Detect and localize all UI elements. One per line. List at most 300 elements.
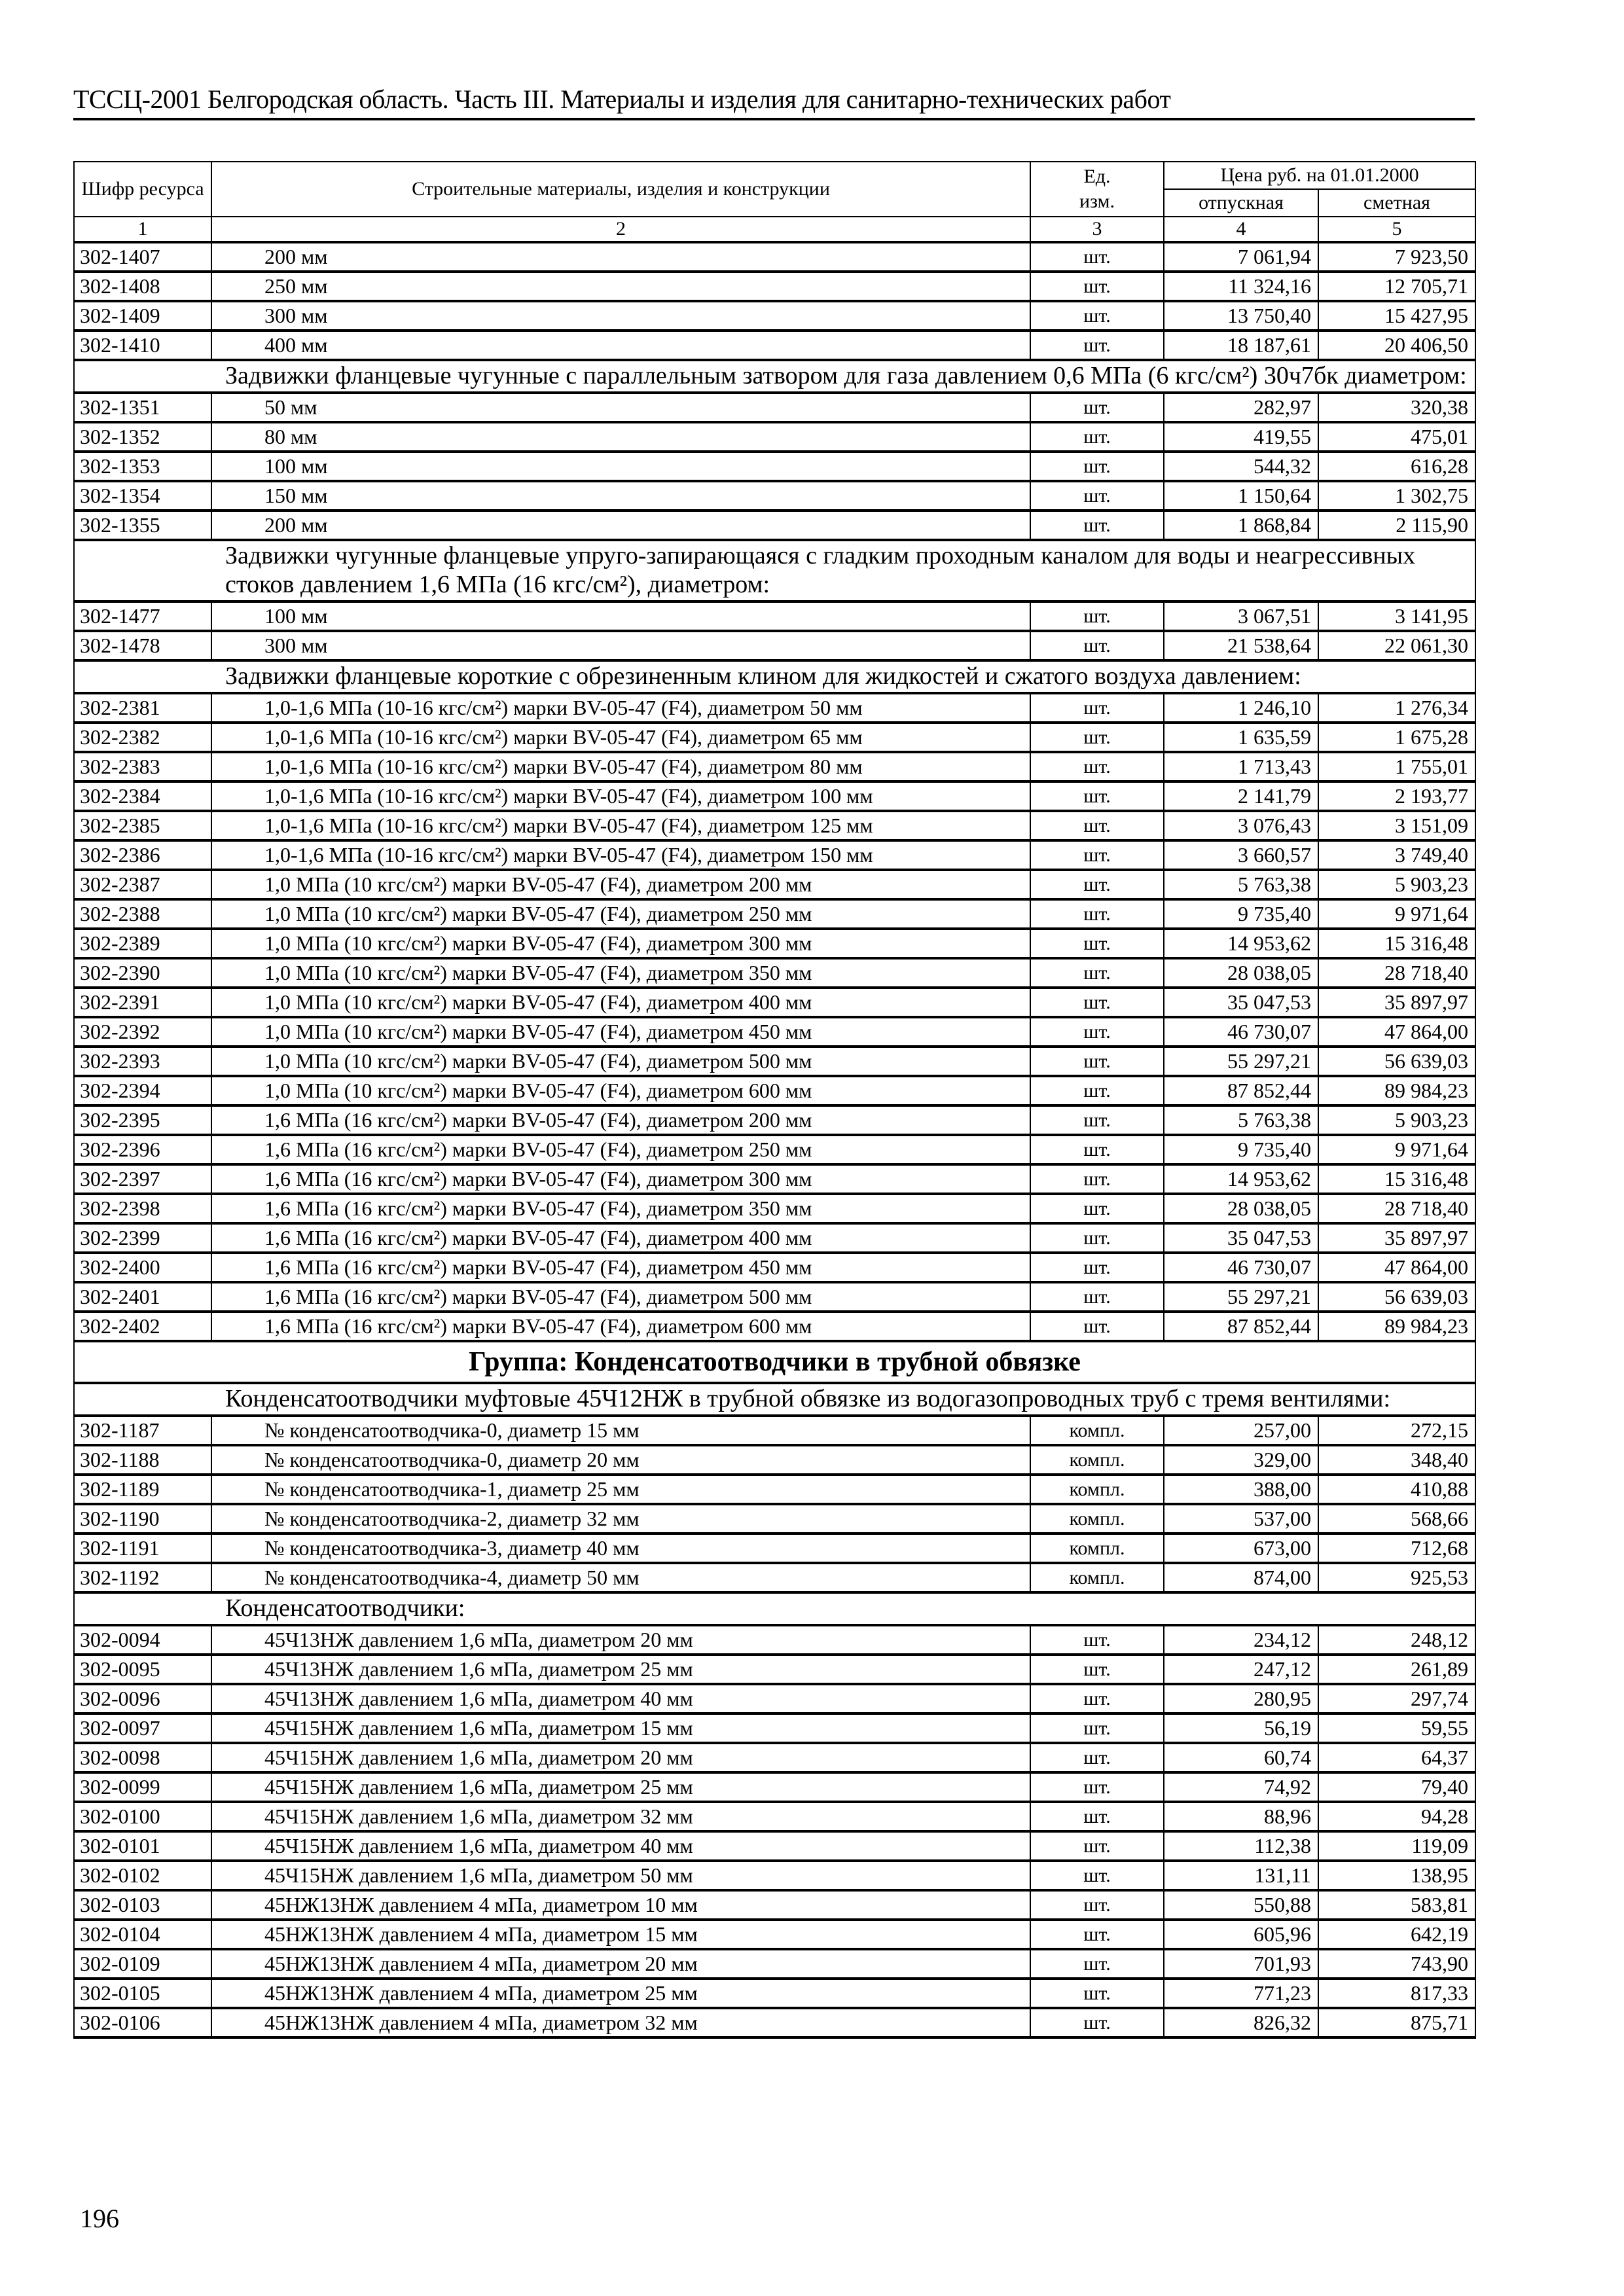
price-release: 605,96: [1164, 1920, 1318, 1949]
unit: шт.: [1030, 840, 1164, 870]
unit: шт.: [1030, 1684, 1164, 1713]
price-release: 388,00: [1164, 1475, 1318, 1504]
unit: шт.: [1030, 242, 1164, 272]
price-release: 550,88: [1164, 1890, 1318, 1920]
price-release: 282,97: [1164, 393, 1318, 422]
table-row: [74, 2008, 1475, 2037]
unit: компл.: [1030, 1504, 1164, 1534]
resource-code: 302-2400: [74, 1253, 211, 1282]
unit: шт.: [1030, 1017, 1164, 1047]
material-name: 150 мм: [211, 481, 1030, 511]
price-estimate: 743,90: [1318, 1949, 1475, 1979]
unit: шт.: [1030, 1655, 1164, 1684]
price-release: 21 538,64: [1164, 631, 1318, 660]
material-name: 45НЖ13НЖ давлением 4 мПа, диаметром 15 мм: [211, 1920, 1030, 1949]
price-release: 35 047,53: [1164, 988, 1318, 1017]
price-estimate: 79,40: [1318, 1772, 1475, 1802]
unit: компл.: [1030, 1563, 1164, 1592]
resource-code: 302-0095: [74, 1655, 211, 1684]
header-row-1: [74, 162, 1475, 189]
material-name: 1,0 МПа (10 кгс/см²) марки BV-05-47 (F4), диаметром 350 мм: [211, 958, 1030, 988]
price-release: 234,12: [1164, 1625, 1318, 1655]
column-number: 3: [1030, 217, 1164, 242]
price-release: 701,93: [1164, 1949, 1318, 1979]
table-row: [74, 452, 1475, 481]
resource-code: 302-1477: [74, 601, 211, 631]
price-release: 14 953,62: [1164, 1164, 1318, 1194]
unit: шт.: [1030, 958, 1164, 988]
price-estimate: 15 316,48: [1318, 929, 1475, 958]
price-release: 14 953,62: [1164, 929, 1318, 958]
material-name: 45Ч15НЖ давлением 1,6 мПа, диаметром 50 мм: [211, 1861, 1030, 1890]
material-name: 1,0-1,6 МПа (10-16 кгс/см²) марки BV-05-47 (F4), диаметром 80 мм: [211, 752, 1030, 781]
section-title: Задвижки фланцевые чугунные с параллельным затвором для газа давлением 0,6 МПа (6 кгс/см²) 30ч7бк диаметром:: [74, 360, 1475, 393]
table-row: [74, 1920, 1475, 1949]
column-numbers-row: [74, 217, 1475, 242]
resource-code: 302-2387: [74, 870, 211, 899]
price-estimate: 1 302,75: [1318, 481, 1475, 511]
section-header-row: [74, 1383, 1475, 1416]
price-estimate: 22 061,30: [1318, 631, 1475, 660]
price-estimate: 15 316,48: [1318, 1164, 1475, 1194]
price-release: 55 297,21: [1164, 1047, 1318, 1076]
price-release: 46 730,07: [1164, 1017, 1318, 1047]
price-estimate: 20 406,50: [1318, 331, 1475, 360]
price-release: 5 763,38: [1164, 1105, 1318, 1135]
section-header-row: [74, 660, 1475, 693]
price-estimate: 64,37: [1318, 1743, 1475, 1772]
unit: шт.: [1030, 601, 1164, 631]
price-release: 9 735,40: [1164, 899, 1318, 929]
price-release: 329,00: [1164, 1445, 1318, 1475]
table-row: [74, 1475, 1475, 1504]
price-estimate: 138,95: [1318, 1861, 1475, 1890]
material-name: 1,0-1,6 МПа (10-16 кгс/см²) марки BV-05-47 (F4), диаметром 65 мм: [211, 723, 1030, 752]
price-release: 537,00: [1164, 1504, 1318, 1534]
price-estimate: 119,09: [1318, 1831, 1475, 1861]
unit: шт.: [1030, 1831, 1164, 1861]
price-release: 1 150,64: [1164, 481, 1318, 511]
table-row: [74, 781, 1475, 811]
table-row: [74, 1105, 1475, 1135]
resource-code: 302-1188: [74, 1445, 211, 1475]
resource-code: 302-2393: [74, 1047, 211, 1076]
material-name: 250 мм: [211, 272, 1030, 301]
material-name: 1,6 МПа (16 кгс/см²) марки BV-05-47 (F4), диаметром 400 мм: [211, 1223, 1030, 1253]
material-name: 45Ч13НЖ давлением 1,6 мПа, диаметром 20 мм: [211, 1625, 1030, 1655]
unit: шт.: [1030, 1920, 1164, 1949]
table-row: [74, 481, 1475, 511]
price-release: 5 763,38: [1164, 870, 1318, 899]
section-title: Конденсатоотводчики муфтовые 45Ч12НЖ в трубной обвязке из водогазопроводных труб с тремя вентилями:: [74, 1383, 1475, 1416]
material-name: 1,0 МПа (10 кгс/см²) марки BV-05-47 (F4), диаметром 300 мм: [211, 929, 1030, 958]
unit: шт.: [1030, 1282, 1164, 1312]
material-name: № конденсатоотводчика-1, диаметр 25 мм: [211, 1475, 1030, 1504]
resource-code: 302-1353: [74, 452, 211, 481]
table-row: [74, 1416, 1475, 1445]
price-estimate: 583,81: [1318, 1890, 1475, 1920]
price-release: 88,96: [1164, 1802, 1318, 1831]
resource-code: 302-2395: [74, 1105, 211, 1135]
price-estimate: 5 903,23: [1318, 1105, 1475, 1135]
price-estimate: 12 705,71: [1318, 272, 1475, 301]
resource-code: 302-2402: [74, 1312, 211, 1341]
resource-code: 302-0106: [74, 2008, 211, 2037]
table-row: [74, 1504, 1475, 1534]
material-name: 200 мм: [211, 242, 1030, 272]
material-name: 1,0-1,6 МПа (10-16 кгс/см²) марки BV-05-47 (F4), диаметром 150 мм: [211, 840, 1030, 870]
unit: шт.: [1030, 1105, 1164, 1135]
section-header-row: [74, 1592, 1475, 1625]
table-row: [74, 1223, 1475, 1253]
unit: шт.: [1030, 1253, 1164, 1282]
price-release: 60,74: [1164, 1743, 1318, 1772]
resource-code: 302-2385: [74, 811, 211, 840]
material-name: 200 мм: [211, 511, 1030, 540]
table-row: [74, 752, 1475, 781]
price-release: 131,11: [1164, 1861, 1318, 1890]
unit: шт.: [1030, 1713, 1164, 1743]
price-release: 46 730,07: [1164, 1253, 1318, 1282]
resource-code: 302-1351: [74, 393, 211, 422]
resource-code: 302-2386: [74, 840, 211, 870]
table-body: [74, 217, 1475, 2037]
resource-code: 302-0103: [74, 1890, 211, 1920]
price-estimate: 2 115,90: [1318, 511, 1475, 540]
material-name: 1,6 МПа (16 кгс/см²) марки BV-05-47 (F4), диаметром 350 мм: [211, 1194, 1030, 1223]
material-name: 1,6 МПа (16 кгс/см²) марки BV-05-47 (F4), диаметром 200 мм: [211, 1105, 1030, 1135]
resource-code: 302-1191: [74, 1534, 211, 1563]
section-title: Конденсатоотводчики:: [74, 1592, 1475, 1625]
price-estimate: 35 897,97: [1318, 1223, 1475, 1253]
resource-code: 302-2388: [74, 899, 211, 929]
header-code-label: Шифр ресурса: [81, 178, 204, 200]
unit: шт.: [1030, 899, 1164, 929]
unit: шт.: [1030, 301, 1164, 331]
table-row: [74, 301, 1475, 331]
material-name: 45НЖ13НЖ давлением 4 мПа, диаметром 10 мм: [211, 1890, 1030, 1920]
material-name: 300 мм: [211, 301, 1030, 331]
price-release: 673,00: [1164, 1534, 1318, 1563]
price-release: 1 713,43: [1164, 752, 1318, 781]
material-name: 1,0 МПа (10 кгс/см²) марки BV-05-47 (F4), диаметром 450 мм: [211, 1017, 1030, 1047]
unit: шт.: [1030, 1949, 1164, 1979]
group-header-row: [74, 1341, 1475, 1383]
unit: шт.: [1030, 811, 1164, 840]
table-row: [74, 840, 1475, 870]
unit: шт.: [1030, 631, 1164, 660]
resource-code: 302-1352: [74, 422, 211, 452]
table-row: [74, 899, 1475, 929]
price-release: 247,12: [1164, 1655, 1318, 1684]
material-name: 1,0-1,6 МПа (10-16 кгс/см²) марки BV-05-47 (F4), диаметром 100 мм: [211, 781, 1030, 811]
header-name: Строительные материалы, изделия и конструкции: [211, 162, 1030, 217]
header-price-release: отпускная: [1164, 189, 1318, 217]
header-unit: [1030, 162, 1164, 217]
resource-code: 302-0101: [74, 1831, 211, 1861]
unit: шт.: [1030, 331, 1164, 360]
material-name: 45Ч15НЖ давлением 1,6 мПа, диаметром 15 мм: [211, 1713, 1030, 1743]
price-estimate: 15 427,95: [1318, 301, 1475, 331]
price-release: 3 076,43: [1164, 811, 1318, 840]
material-name: 1,0 МПа (10 кгс/см²) марки BV-05-47 (F4), диаметром 200 мм: [211, 870, 1030, 899]
price-release: 280,95: [1164, 1684, 1318, 1713]
price-estimate: 875,71: [1318, 2008, 1475, 2037]
table-row: [74, 1625, 1475, 1655]
column-number: 1: [74, 217, 211, 242]
price-release: 35 047,53: [1164, 1223, 1318, 1253]
resource-code: 302-0096: [74, 1684, 211, 1713]
material-name: 1,6 МПа (16 кгс/см²) марки BV-05-47 (F4), диаметром 450 мм: [211, 1253, 1030, 1282]
table-row: [74, 723, 1475, 752]
resource-code: 302-1478: [74, 631, 211, 660]
unit: шт.: [1030, 1223, 1164, 1253]
resource-code: 302-1408: [74, 272, 211, 301]
price-release: 74,92: [1164, 1772, 1318, 1802]
resource-code: 302-0097: [74, 1713, 211, 1743]
price-release: 28 038,05: [1164, 1194, 1318, 1223]
material-name: 1,0-1,6 МПа (10-16 кгс/см²) марки BV-05-47 (F4), диаметром 50 мм: [211, 693, 1030, 723]
price-estimate: 320,38: [1318, 393, 1475, 422]
resource-code: 302-1190: [74, 1504, 211, 1534]
resource-code: 302-1192: [74, 1563, 211, 1592]
material-name: 100 мм: [211, 452, 1030, 481]
table-row: [74, 1047, 1475, 1076]
price-estimate: 9 971,64: [1318, 1135, 1475, 1164]
price-estimate: 89 984,23: [1318, 1076, 1475, 1105]
unit: компл.: [1030, 1416, 1164, 1445]
price-release: 87 852,44: [1164, 1076, 1318, 1105]
table-row: [74, 1253, 1475, 1282]
unit: шт.: [1030, 752, 1164, 781]
unit: шт.: [1030, 393, 1164, 422]
unit: шт.: [1030, 481, 1164, 511]
running-head: ТССЦ-2001 Белгородская область. Часть III. Материалы и изделия для санитарно-технических работ: [73, 84, 1171, 114]
section-header-row: [74, 540, 1475, 601]
price-estimate: 2 193,77: [1318, 781, 1475, 811]
price-release: 3 067,51: [1164, 601, 1318, 631]
resource-code: 302-1189: [74, 1475, 211, 1504]
table-row: [74, 958, 1475, 988]
resource-code: 302-2384: [74, 781, 211, 811]
price-estimate: 9 971,64: [1318, 899, 1475, 929]
material-name: 1,6 МПа (16 кгс/см²) марки BV-05-47 (F4), диаметром 500 мм: [211, 1282, 1030, 1312]
price-estimate: 3 151,09: [1318, 811, 1475, 840]
material-name: 1,0 МПа (10 кгс/см²) марки BV-05-47 (F4), диаметром 500 мм: [211, 1047, 1030, 1076]
unit: шт.: [1030, 1861, 1164, 1890]
material-name: 45НЖ13НЖ давлением 4 мПа, диаметром 25 мм: [211, 1979, 1030, 2008]
unit: компл.: [1030, 1475, 1164, 1504]
price-release: 1 635,59: [1164, 723, 1318, 752]
table-row: [74, 1890, 1475, 1920]
resource-code: 302-2391: [74, 988, 211, 1017]
price-release: 55 297,21: [1164, 1282, 1318, 1312]
table-row: [74, 1861, 1475, 1890]
header-price-group: Цена руб. на 01.01.2000: [1164, 162, 1475, 189]
price-release: 87 852,44: [1164, 1312, 1318, 1341]
table-header: [74, 162, 1475, 217]
material-name: 100 мм: [211, 601, 1030, 631]
table-row: [74, 1194, 1475, 1223]
resource-code: 302-1355: [74, 511, 211, 540]
unit: шт.: [1030, 870, 1164, 899]
table-row: [74, 811, 1475, 840]
table-row: [74, 1949, 1475, 1979]
price-release: 419,55: [1164, 422, 1318, 452]
resource-code: 302-1410: [74, 331, 211, 360]
page-number: 196: [80, 2204, 119, 2233]
table-row: [74, 1979, 1475, 2008]
table-row: [74, 1831, 1475, 1861]
price-estimate: 248,12: [1318, 1625, 1475, 1655]
unit: шт.: [1030, 1312, 1164, 1341]
price-estimate: 261,89: [1318, 1655, 1475, 1684]
price-release: 257,00: [1164, 1416, 1318, 1445]
group-title: Группа: Конденсатоотводчики в трубной обвязке: [74, 1341, 1475, 1383]
unit: шт.: [1030, 2008, 1164, 2037]
unit: шт.: [1030, 1890, 1164, 1920]
unit: шт.: [1030, 1047, 1164, 1076]
unit: шт.: [1030, 1802, 1164, 1831]
resource-code: 302-2398: [74, 1194, 211, 1223]
unit: шт.: [1030, 1135, 1164, 1164]
price-estimate: 1 675,28: [1318, 723, 1475, 752]
unit: шт.: [1030, 781, 1164, 811]
price-estimate: 272,15: [1318, 1416, 1475, 1445]
material-name: 45Ч15НЖ давлением 1,6 мПа, диаметром 25 мм: [211, 1772, 1030, 1802]
price-estimate: 1 755,01: [1318, 752, 1475, 781]
resource-code: 302-0109: [74, 1949, 211, 1979]
price-estimate: 410,88: [1318, 1475, 1475, 1504]
price-estimate: 568,66: [1318, 1504, 1475, 1534]
price-estimate: 94,28: [1318, 1802, 1475, 1831]
table-row: [74, 988, 1475, 1017]
material-name: 1,6 МПа (16 кгс/см²) марки BV-05-47 (F4), диаметром 600 мм: [211, 1312, 1030, 1341]
material-name: 1,0-1,6 МПа (10-16 кгс/см²) марки BV-05-47 (F4), диаметром 125 мм: [211, 811, 1030, 840]
column-number: 5: [1318, 217, 1475, 242]
material-name: 45Ч13НЖ давлением 1,6 мПа, диаметром 25 мм: [211, 1655, 1030, 1684]
price-estimate: 35 897,97: [1318, 988, 1475, 1017]
price-release: 874,00: [1164, 1563, 1318, 1592]
price-estimate: 56 639,03: [1318, 1047, 1475, 1076]
material-name: 1,6 МПа (16 кгс/см²) марки BV-05-47 (F4), диаметром 250 мм: [211, 1135, 1030, 1164]
price-estimate: 47 864,00: [1318, 1253, 1475, 1282]
unit: шт.: [1030, 723, 1164, 752]
material-name: 45НЖ13НЖ давлением 4 мПа, диаметром 20 мм: [211, 1949, 1030, 1979]
price-release: 2 141,79: [1164, 781, 1318, 811]
header-price-estimate: сметная: [1318, 189, 1475, 217]
resource-code: 302-2397: [74, 1164, 211, 1194]
price-estimate: 925,53: [1318, 1563, 1475, 1592]
material-name: 80 мм: [211, 422, 1030, 452]
resource-code: 302-0104: [74, 1920, 211, 1949]
price-estimate: 59,55: [1318, 1713, 1475, 1743]
resource-code: 302-2399: [74, 1223, 211, 1253]
resource-code: 302-0098: [74, 1743, 211, 1772]
header-unit-label: Ед. изм.: [1079, 166, 1115, 212]
price-release: 18 187,61: [1164, 331, 1318, 360]
resource-code: 302-2401: [74, 1282, 211, 1312]
table-row: [74, 870, 1475, 899]
unit: шт.: [1030, 988, 1164, 1017]
price-release: 56,19: [1164, 1713, 1318, 1743]
table-row: [74, 331, 1475, 360]
price-release: 112,38: [1164, 1831, 1318, 1861]
resource-code: 302-0100: [74, 1802, 211, 1831]
section-title: Задвижки чугунные фланцевые упруго-запирающаяся с гладким проходным каналом для воды и неагрессивных стоков давлением 1,6 МПа (16 кгс/см²), диаметром:: [74, 540, 1475, 601]
material-name: № конденсатоотводчика-0, диаметр 20 мм: [211, 1445, 1030, 1475]
header-rule: [73, 118, 1475, 120]
section-header-row: [74, 360, 1475, 393]
price-estimate: 7 923,50: [1318, 242, 1475, 272]
material-name: 400 мм: [211, 331, 1030, 360]
price-estimate: 28 718,40: [1318, 958, 1475, 988]
material-name: 1,0 МПа (10 кгс/см²) марки BV-05-47 (F4), диаметром 400 мм: [211, 988, 1030, 1017]
price-estimate: 5 903,23: [1318, 870, 1475, 899]
material-name: 45Ч13НЖ давлением 1,6 мПа, диаметром 40 мм: [211, 1684, 1030, 1713]
table-row: [74, 1743, 1475, 1772]
material-name: 45Ч15НЖ давлением 1,6 мПа, диаметром 20 мм: [211, 1743, 1030, 1772]
material-name: № конденсатоотводчика-2, диаметр 32 мм: [211, 1504, 1030, 1534]
unit: шт.: [1030, 1194, 1164, 1223]
resource-code: 302-1187: [74, 1416, 211, 1445]
unit: шт.: [1030, 272, 1164, 301]
table-row: [74, 1802, 1475, 1831]
table-row: [74, 1282, 1475, 1312]
table-row: [74, 1312, 1475, 1341]
price-estimate: 3 749,40: [1318, 840, 1475, 870]
table-row: [74, 1684, 1475, 1713]
unit: шт.: [1030, 1625, 1164, 1655]
material-name: 50 мм: [211, 393, 1030, 422]
price-release: 544,32: [1164, 452, 1318, 481]
table-row: [74, 929, 1475, 958]
price-release: 11 324,16: [1164, 272, 1318, 301]
price-estimate: 56 639,03: [1318, 1282, 1475, 1312]
price-release: 9 735,40: [1164, 1135, 1318, 1164]
price-estimate: 616,28: [1318, 452, 1475, 481]
material-name: № конденсатоотводчика-0, диаметр 15 мм: [211, 1416, 1030, 1445]
unit: шт.: [1030, 452, 1164, 481]
material-name: 1,6 МПа (16 кгс/см²) марки BV-05-47 (F4), диаметром 300 мм: [211, 1164, 1030, 1194]
resource-code: 302-2381: [74, 693, 211, 723]
material-name: 1,0 МПа (10 кгс/см²) марки BV-05-47 (F4), диаметром 250 мм: [211, 899, 1030, 929]
table-row: [74, 422, 1475, 452]
table-row: [74, 393, 1475, 422]
price-estimate: 642,19: [1318, 1920, 1475, 1949]
price-estimate: 89 984,23: [1318, 1312, 1475, 1341]
column-number: 2: [211, 217, 1030, 242]
resource-code: 302-2392: [74, 1017, 211, 1047]
price-release: 1 246,10: [1164, 693, 1318, 723]
material-name: 300 мм: [211, 631, 1030, 660]
material-name: 1,0 МПа (10 кгс/см²) марки BV-05-47 (F4), диаметром 600 мм: [211, 1076, 1030, 1105]
price-release: 13 750,40: [1164, 301, 1318, 331]
resource-code: 302-2382: [74, 723, 211, 752]
resource-code: 302-0102: [74, 1861, 211, 1890]
table-row: [74, 1076, 1475, 1105]
price-table: [73, 161, 1476, 2039]
price-estimate: 297,74: [1318, 1684, 1475, 1713]
unit: шт.: [1030, 693, 1164, 723]
table-row: [74, 1772, 1475, 1802]
price-release: 28 038,05: [1164, 958, 1318, 988]
material-name: 45Ч15НЖ давлением 1,6 мПа, диаметром 32 мм: [211, 1802, 1030, 1831]
table-row: [74, 601, 1475, 631]
unit: шт.: [1030, 1164, 1164, 1194]
resource-code: 302-2390: [74, 958, 211, 988]
price-release: 826,32: [1164, 2008, 1318, 2037]
